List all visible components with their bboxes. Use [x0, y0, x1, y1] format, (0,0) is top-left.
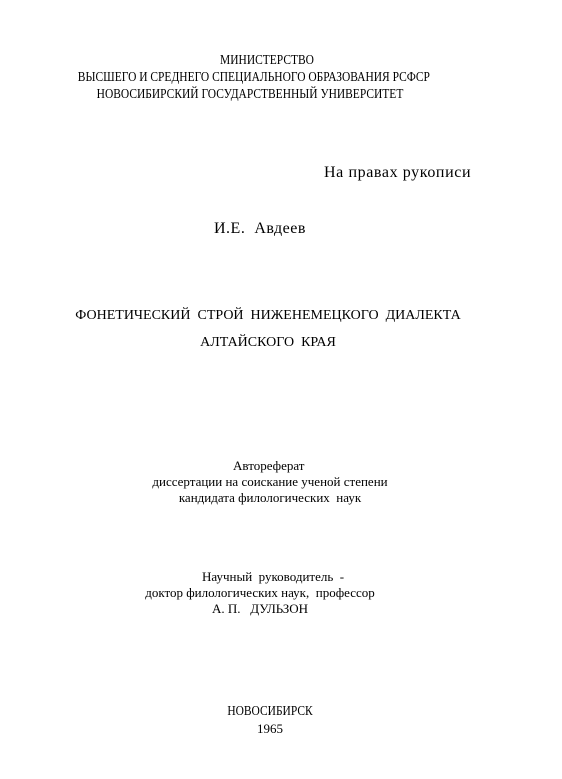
ministry-line-1: МИНИСТЕРСТВО — [220, 53, 314, 68]
manuscript-note: На правах рукописи — [324, 164, 472, 181]
abstract-label: Автореферат — [233, 458, 305, 473]
supervisor-name: А. П. ДУЛЬЗОН — [211, 601, 309, 616]
dissertation-title-line-2: АЛТАЙСКОГО КРАЯ — [200, 335, 336, 350]
ministry-line-2: ВЫСШЕГО И СРЕДНЕГО СПЕЦИАЛЬНОГО ОБРАЗОВАНИЯ РСФСР — [77, 70, 430, 85]
dissertation-title-line-1: ФОНЕТИЧЕСКИЙ СТРОЙ НИЖЕНЕМЕЦКОГО ДИАЛЕКТА — [75, 308, 461, 323]
supervisor-title: доктор филологических наук, профессор — [145, 585, 375, 600]
publication-city: НОВОСИБИРСК — [227, 704, 313, 719]
university-name: НОВОСИБИРСКИЙ ГОСУДАРСТВЕННЫЙ УНИВЕРСИТЕТ — [96, 87, 404, 102]
publication-year: 1965 — [257, 721, 283, 736]
supervisor-label: Научный руководитель - — [202, 569, 345, 584]
abstract-field-line: кандидата филологических наук — [178, 490, 362, 505]
abstract-degree-line: диссертации на соискание ученой степени — [152, 474, 388, 489]
author-name: И.Е. Авдеев — [214, 220, 306, 237]
